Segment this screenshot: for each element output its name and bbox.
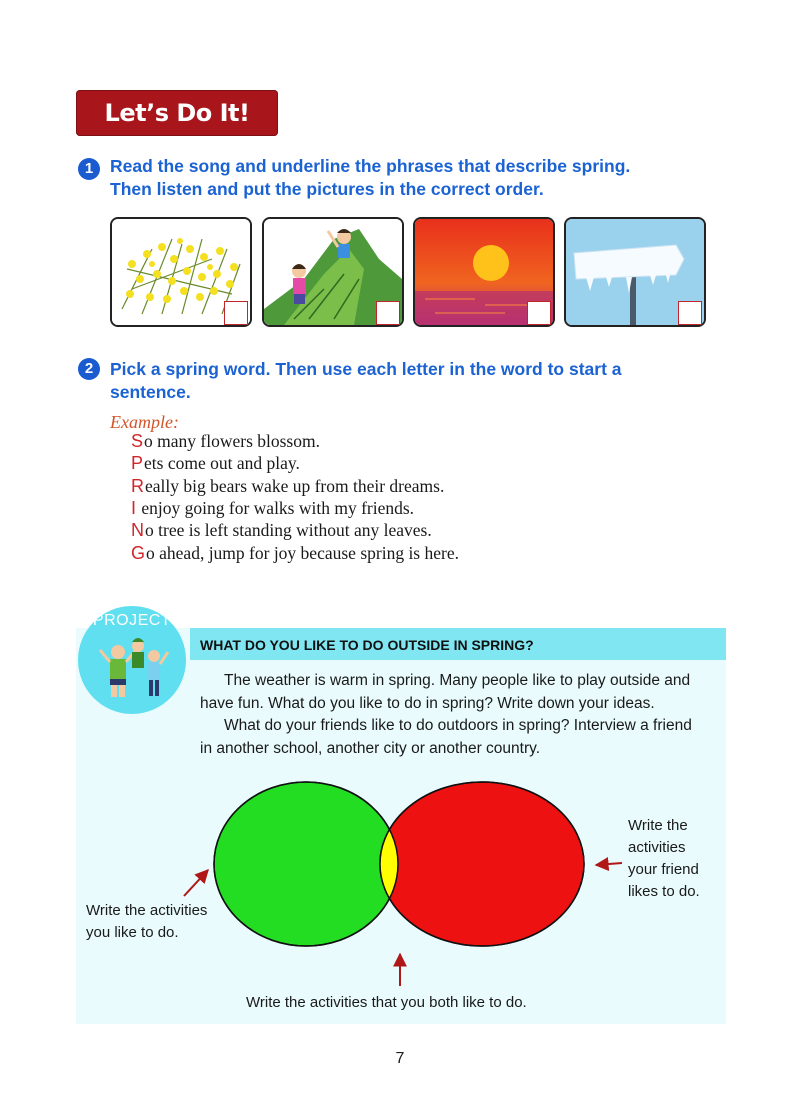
activity-2-instruction-line-2: sentence. [110, 382, 191, 402]
acrostic-letter: P [131, 453, 144, 473]
example-line [131, 520, 432, 541]
venn-left-label-line: you like to do. [86, 924, 179, 941]
project-badge-label: PROJECT [92, 612, 172, 629]
venn-right-label-line: your friend [628, 861, 699, 878]
project-title: WHAT DO YOU LIKE TO DO OUTSIDE IN SPRING? [200, 637, 534, 653]
acrostic-letter: S [131, 431, 144, 451]
example-label: Example: [110, 412, 179, 432]
project-paragraph-line: in another school, another city or another country. [200, 740, 541, 757]
header-banner [76, 90, 278, 136]
order-box-3[interactable] [527, 301, 551, 325]
acrostic-letter: N [131, 520, 144, 540]
venn-right-circle [380, 782, 584, 946]
activity-2-instruction-line-1: Pick a spring word. Then use each letter in the word to start a [110, 359, 622, 379]
example-line [131, 543, 459, 564]
arrow-to-right [596, 863, 622, 865]
project-paragraph-line: The weather is warm in spring. Many people like to play outside and [224, 672, 691, 689]
order-box-1[interactable] [224, 301, 248, 325]
venn-right-label-line: likes to do. [628, 883, 700, 900]
example-line [131, 476, 444, 497]
page-title: Let’s Do It! [104, 99, 250, 127]
activity-1-instruction-line-2: Then listen and put the pictures in the correct order. [110, 179, 544, 199]
acrostic-text: enjoy going for walks with my friends. [137, 498, 415, 518]
example-line [131, 431, 320, 452]
venn-left-circle [214, 782, 398, 946]
venn-bottom-label: Write the activities that you both like to do. [246, 994, 527, 1011]
acrostic-text: o tree is left standing without any leaves. [145, 520, 432, 540]
arrow-to-left [184, 870, 208, 896]
example-line [131, 498, 414, 519]
page-number: 7 [395, 1050, 405, 1067]
acrostic-letter: I [131, 498, 137, 518]
project-paragraph-line: What do your friends like to do outdoors in spring? Interview a friend [224, 717, 692, 734]
venn-left-label-line: Write the activities [86, 902, 208, 919]
venn-right-label-line: activities [628, 839, 686, 856]
project-paragraph-line: have fun. What do you like to do in spring? Write down your ideas. [200, 695, 655, 712]
activity-1-number: 1 [78, 158, 100, 180]
order-box-2[interactable] [376, 301, 400, 325]
acrostic-letter: R [131, 476, 144, 496]
acrostic-text: o ahead, jump for joy because spring is here. [146, 543, 459, 563]
acrostic-letter: G [131, 543, 146, 563]
order-box-4[interactable] [678, 301, 702, 325]
activity-2-number: 2 [78, 358, 100, 380]
venn-right-label-line: Write the [628, 817, 688, 834]
acrostic-text: eally big bears wake up from their dreams. [145, 476, 445, 496]
acrostic-text: o many flowers blossom. [144, 431, 320, 451]
acrostic-text: ets come out and play. [144, 453, 300, 473]
example-line [131, 453, 300, 474]
activity-1-instruction-line-1: Read the song and underline the phrases that describe spring. [110, 156, 631, 176]
